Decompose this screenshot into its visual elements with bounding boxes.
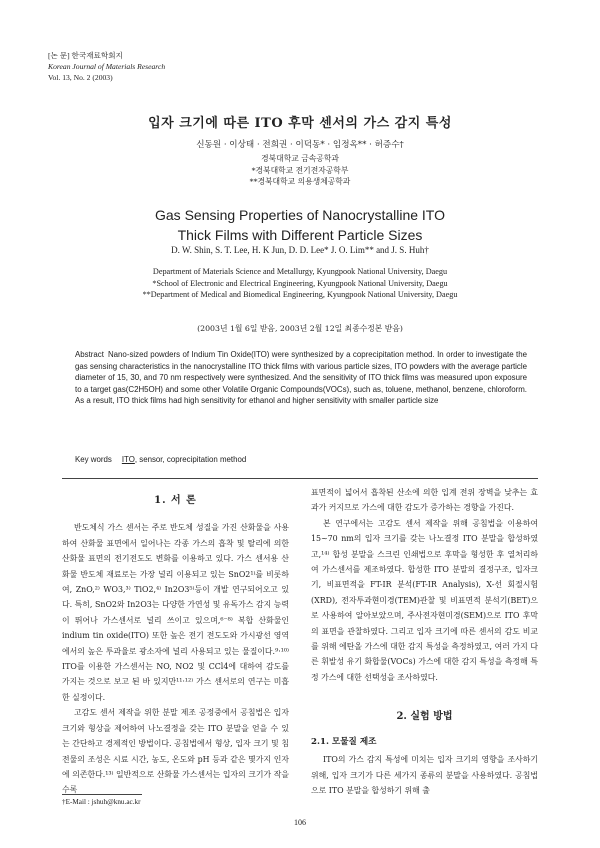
english-affiliations <box>0 266 600 301</box>
korean-authors: 신동원 · 이상태 · 전희권 · 이덕동* · 임정옥** · 허증수† <box>196 140 404 150</box>
english-authors: D. W. Shin, S. T. Lee, H. K Jun, D. D. Lee* J. O. Lim** and J. S. Huh† <box>171 245 429 255</box>
english-title-line: Thick Films with Different Particle Sizes <box>177 227 423 243</box>
section-title: 2. 실험 방법 <box>396 711 453 723</box>
body-paragraph: 반도체식 가스 센서는 주로 반도체 성질을 가진 산화물을 사용하여 산화물 표면에서 일어나는 각종 가스의 흡착 및 탈리에 의한 산화물 표면의 전기전도도 변화를 이용하고 있다. 가스 센서용 산화물 반도체 재료로는 가장 널리 이용되고 있는 SnO2¹⁾를 비롯하여, ZnO,²⁾ WO3,³⁾ TiO2,⁴⁾ In2O3⁵⁾등이 개발 연구되어오고 있다. 특히, SnO2와 In2O3는 다양한 가연성 및 유독가스 감지 능력이 뛰어나 가스센서로 널리 쓰이고 있으며,⁶⁻⁸⁾ 복합 산화물인 indium tin oxide(ITO) 또한 높은 전기 전도도와 가시광선 영역에서의 높은 투과율로 광소자에 널리 사용되고 있는 물질이다.⁹·¹⁰⁾ ITO를 이용한 가스센서는 NO, NO2 및 CCl4에 대하여 감도를 가지는 것으로 보고 된 바 있지만¹¹·¹²⁾ 가스 센서로의 연구는 미흡한 실정이다. <box>62 523 289 702</box>
body-paragraph: ITO의 가스 감지 특성에 미치는 입자 크기의 영향을 조사하기 위해, 입자 크기가 다른 세가지 종류의 분말을 사용하였다. 공침법으로 ITO 분말을 합성하기 위해 출 <box>311 755 538 795</box>
journal-header <box>48 50 165 83</box>
korean-affiliation: *경북대학교 전기전자공학부 <box>251 165 349 175</box>
keywords-text: , sensor, coprecipitation method <box>134 455 247 464</box>
abstract-text: Nano-sized powders of Indium Tin Oxide(ITO) were synthesized by a coprecipitation method. In order to investigate the gas sensing characteristics in the nanocrystalline ITO thick films with various particle sizes, ITO powders with the average particle diameter of 15, 30, and 70 nm respectively were synthesized. And the sensitivity of ITO thick films was measured upon exposure to a target gas(C2H5OH) and some other Volatile Organic Compounds(VOCs), such as, toluene, methanol, benzene, chloroform. As a result, ITO thick films had high sensitivity for ethanol and higher sensitivity with smaller particle size <box>75 350 527 406</box>
body-paragraph: 표면적이 넓어서 흡착된 산소에 의한 입계 전위 장벽을 낮추는 효과가 커지므로 가스에 대한 감도가 증가하는 경향을 가진다. <box>311 488 538 513</box>
journal-tag: [논 문] 한국재료학회지 <box>48 51 123 60</box>
korean-affiliations <box>0 153 600 188</box>
footnote: †E-Mail : jshuh@knu.ac.kr <box>62 798 141 806</box>
english-title-line: Gas Sensing Properties of Nanocrystalline ITO <box>155 207 445 223</box>
left-column <box>62 485 289 798</box>
keywords <box>75 455 527 464</box>
keywords-label: Key words <box>75 455 112 464</box>
keyword-link: ITO <box>121 455 135 464</box>
korean-title: 입자 크기에 따른 ITO 후막 센서의 가스 감지 특성 <box>148 116 452 131</box>
divider <box>62 478 538 479</box>
body-paragraph: 고감도 센서 제작을 위한 분말 제조 공정중에서 공침법은 입자 크기와 형상을 제어하여 나노결정을 갖는 ITO 분말을 얻을 수 있는 간단하고 경제적인 방법이다. 공침법에서 형상, 입자 크기 및 침전물의 조성은 시료 시간, 농도, 온도와 pH 등과 같은 몇가지 인자에 의존한다.¹³⁾ 일반적으로 산화물 가스센서는 입자의 크기가 작을수록 <box>62 708 289 795</box>
english-title <box>0 205 600 245</box>
body-paragraph: 본 연구에서는 고감도 센서 제작을 위해 공침법을 이용하여 15~70 nm의 입자 크기를 갖는 나노결정 ITO 분말을 합성하였고,¹⁴⁾ 합성 분말을 스크린 인쇄법으로 후막을 형성한 후 열처리하여 가스센서를 제조하였다. 합성한 ITO 분말의 결정구조, 입자크기, 비표면적을 FT-IR 분석(FT-IR Analysis), X-선 회절시험(XRD), 전자투과현미경(TEM)관찰 및 비표면적 분석기(BET)으로 사용하여 알아보았으며, 주사전자현미경(SEM)으로 ITO 후막의 표면을 관찰하였다. 그리고 입자 크기에 따른 센서의 감도 비교를 위해 에탄올 가스에 대한 감지 특성을 측정하였고, 여러 가지 다른 휘발성 유기 화합물(VOCs) 가스에 대한 감지 특성을 측정해 특정 가스에 대한 선택성을 조사하였다. <box>311 518 538 682</box>
journal-name: Korean Journal of Materials Research <box>48 62 166 71</box>
english-affiliation: Department of Materials Science and Metallurgy, Kyungpook National University, Daegu <box>152 267 448 276</box>
english-affiliation: **Department of Medical and Biomedical Engineering, Kyungpook National University, Daegu <box>142 290 458 299</box>
footnote-divider <box>62 794 142 795</box>
abstract-label: Abstract <box>75 350 104 359</box>
received-dates: (2003년 1월 6일 받음, 2003년 2월 12일 최종수정본 받음) <box>197 324 403 333</box>
korean-affiliation: **경북대학교 의용생체공학과 <box>249 177 351 186</box>
section-title: 1. 서 론 <box>154 495 197 506</box>
subsection-title: 2.1. 모물질 제조 <box>311 736 377 747</box>
korean-affiliation: 경북대학교 금속공학과 <box>261 154 339 163</box>
english-affiliation: *School of Electronic and Electrical Engineering, Kyungpook National University, Daegu <box>152 278 448 288</box>
right-column <box>311 485 538 798</box>
abstract <box>75 349 527 407</box>
journal-volume: Vol. 13, No. 2 (2003) <box>48 73 113 82</box>
page-number: 106 <box>294 818 306 827</box>
